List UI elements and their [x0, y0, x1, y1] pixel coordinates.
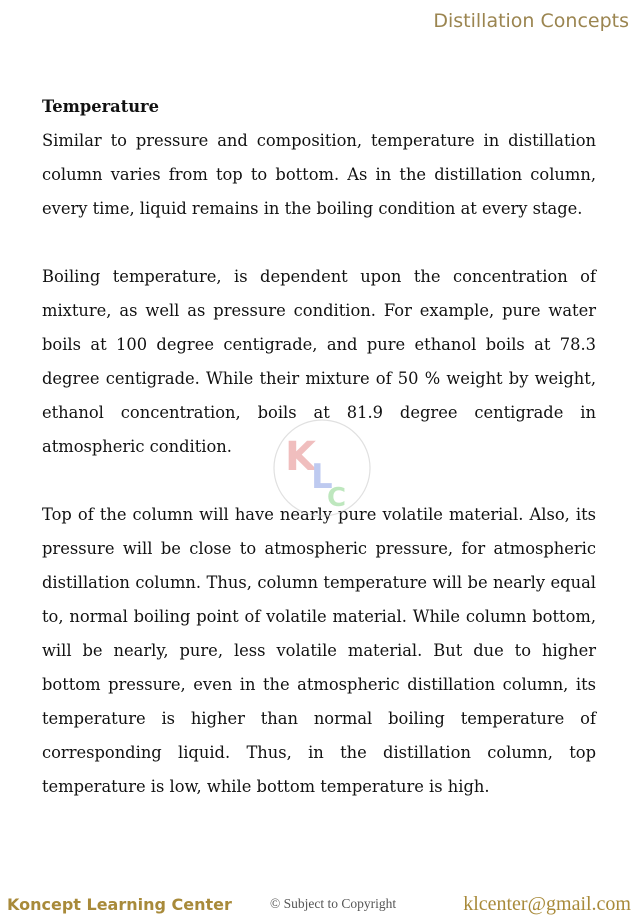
paragraph-3: Top of the column will have nearly pure volatile material. Also, its pressure will be close to atmospheric pressure, for atmospheric distillation column. Thus, column temperature will be nearly equal to, normal boiling point of volatile material. While column bottom, will be nearly, pure, less volatile material. But due to higher bottom pressure, even in the atmospheric distillation column, its temperature is higher than normal boiling temperature of corresponding liquid. Thus, in the distillation column, top temperature is low, while bottom temperature is high. — [42, 505, 596, 796]
document-body — [42, 90, 596, 804]
watermark-letter-c: C — [327, 483, 347, 513]
footer-copyright: © Subject to Copyright — [270, 896, 397, 911]
header-title: Distillation Concepts — [433, 10, 629, 32]
footer-organization: Koncept Learning Center — [7, 895, 232, 914]
paragraph-1: Similar to pressure and composition, temperature in distillation column varies from top to bottom. As in the distillation column, every time, liquid remains in the boiling condition at every stage. — [42, 131, 596, 218]
footer-email: klcenter@gmail.com — [463, 893, 631, 915]
watermark-letter-k: K — [285, 434, 316, 480]
paragraph-2: Boiling temperature, is dependent upon the concentration of mixture, as well as pressure condition. For example, pure water boils at 100 degree centigrade, and pure ethanol boils at 78.3 degree centigrade. While their mixture of 50 % weight by weight, ethanol concentration, boils at 81.9 degree centigrade in atmospheric condition. — [42, 267, 596, 456]
section-heading: Temperature — [42, 97, 159, 116]
watermark-letter-l: L — [311, 457, 333, 497]
